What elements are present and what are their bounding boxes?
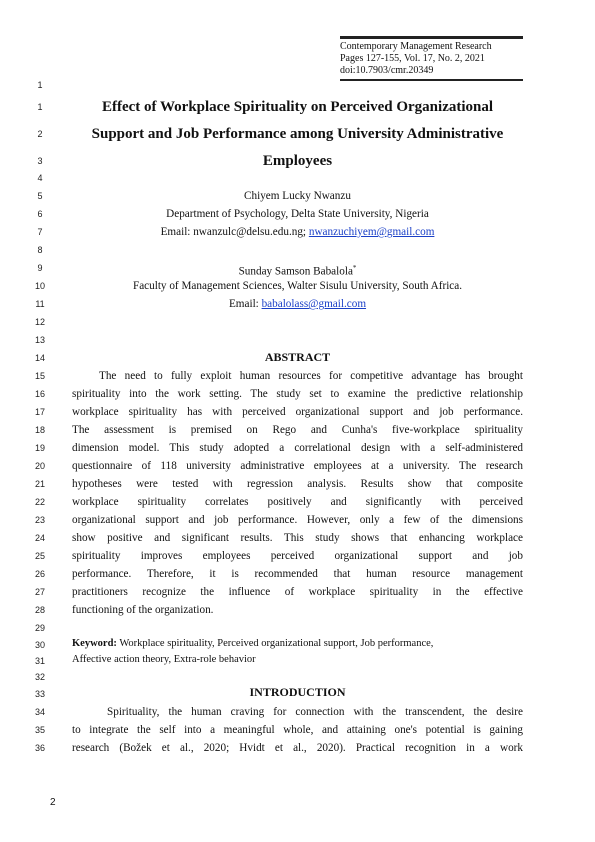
paper-title-line: Employees <box>262 153 333 169</box>
line-number: 26 <box>34 569 45 579</box>
abstract-line: performance. Therefore, it is recommended that human resource management <box>72 568 523 580</box>
intro-line: research (Božek et al., 2020; Hvidt et al., 2020). Practical recognition in a work <box>72 742 523 754</box>
abstract-line: spirituality improves employees perceived organizational support and job <box>72 550 523 562</box>
keywords-list: Workplace spirituality, Perceived organizational support, Job performance, <box>116 638 434 649</box>
line-number: 17 <box>34 407 45 417</box>
line-number: 12 <box>34 317 45 327</box>
line-number: 15 <box>34 371 45 381</box>
journal-doi: doi:10.7903/cmr.20349 <box>340 65 434 76</box>
line-number: 1 <box>37 80 43 90</box>
line-number: 10 <box>34 281 45 291</box>
line-number: 6 <box>37 209 43 219</box>
line-number: 29 <box>34 623 45 633</box>
journal-name: Contemporary Management Research <box>340 41 492 52</box>
header-rule-bottom <box>340 79 523 81</box>
abstract-line: functioning of the organization. <box>72 604 214 616</box>
intro-line: to integrate the self into a meaningful whole, and attaining one's potential is gaining <box>72 724 523 736</box>
line-number: 21 <box>34 479 45 489</box>
line-number: 34 <box>34 707 45 717</box>
keywords-line <box>72 637 523 651</box>
line-number: 20 <box>34 461 45 471</box>
line-number: 14 <box>34 353 45 363</box>
abstract-line: questionnaire of 118 university administrative employees at a university. The research <box>72 460 523 472</box>
line-number: 24 <box>34 533 45 543</box>
abstract-heading: ABSTRACT <box>264 350 331 364</box>
line-number: 9 <box>37 263 43 273</box>
author2-name-line <box>72 261 523 279</box>
abstract-line: workplace spirituality has with perceived organizational support and job performance. <box>72 406 523 418</box>
line-number: 32 <box>34 672 45 682</box>
abstract-line: The need to fully exploit human resources for competitive advantage has brought <box>99 370 523 382</box>
keywords-line-2: Affective action theory, Extra-role behavior <box>72 654 256 665</box>
line-number: 28 <box>34 605 45 615</box>
abstract-line: workplace spirituality correlates positively and significantly with perceived <box>72 496 523 508</box>
journal-pages: Pages 127-155, Vol. 17, No. 2, 2021 <box>340 53 485 64</box>
author1-email-prefix: Email: nwanzulc@delsu.edu.ng; <box>160 226 309 238</box>
line-number: 25 <box>34 551 45 561</box>
line-number: 8 <box>37 245 43 255</box>
paper-title-line: Support and Job Performance among University Administrative <box>91 126 504 142</box>
line-number: 18 <box>34 425 45 435</box>
author2-name: Sunday Samson Babalola <box>238 265 353 278</box>
author2-email-prefix: Email: <box>228 298 262 310</box>
line-number: 3 <box>37 156 43 166</box>
line-number: 2 <box>37 129 43 139</box>
abstract-line: organizational support and job performance. However, only a few of the dimensions <box>72 514 523 526</box>
line-number: 27 <box>34 587 45 597</box>
line-number: 36 <box>34 743 45 753</box>
journal-header <box>340 36 523 81</box>
line-number: 1 <box>37 102 43 112</box>
abstract-line: show positive and significant results. This study shows that enhancing workplace <box>72 532 523 544</box>
abstract-line: spirituality into the work setting. The study set to examine the predictive relationship <box>72 388 523 400</box>
paper-title-line: Effect of Workplace Spirituality on Perceived Organizational <box>101 99 494 115</box>
line-number: 5 <box>37 191 43 201</box>
line-number: 19 <box>34 443 45 453</box>
abstract-line: practitioners recognize the influence of workplace spirituality in the effective <box>72 586 523 598</box>
author2-email-link[interactable]: babalolass@gmail.com <box>261 298 367 310</box>
keywords-label: Keyword: <box>72 638 117 649</box>
page-number: 2 <box>50 797 56 808</box>
abstract-line: hypotheses were tested with regression analysis. Results show that composite <box>72 478 523 490</box>
line-number: 31 <box>34 656 45 666</box>
line-number: 16 <box>34 389 45 399</box>
author1-email-link[interactable]: nwanzuchiyem@gmail.com <box>308 226 435 238</box>
introduction-heading: INTRODUCTION <box>249 685 346 699</box>
header-rule-top <box>340 36 523 39</box>
abstract-line: The assessment is premised on Rego and Cunha's five-workplace spirituality <box>72 424 523 436</box>
line-number: 7 <box>37 227 43 237</box>
author1-name: Chiyem Lucky Nwanzu <box>244 190 351 202</box>
author2-email-line <box>72 297 523 311</box>
line-number: 35 <box>34 725 45 735</box>
line-number: 33 <box>34 689 45 699</box>
author1-affiliation: Department of Psychology, Delta State University, Nigeria <box>166 208 429 220</box>
intro-line: Spirituality, the human craving for connection with the transcendent, the desire <box>107 706 523 718</box>
line-number: 13 <box>34 335 45 345</box>
abstract-line: dimension model. This study adopted a correlational design with a self-administered <box>72 442 523 454</box>
corresponding-marker: * <box>352 264 357 272</box>
line-number: 30 <box>34 640 45 650</box>
line-number: 23 <box>34 515 45 525</box>
line-number: 4 <box>37 173 43 183</box>
line-number: 11 <box>35 299 45 309</box>
author1-email-line <box>72 225 523 239</box>
author2-affiliation: Faculty of Management Sciences, Walter Sisulu University, South Africa. <box>132 280 463 292</box>
line-number: 22 <box>34 497 45 507</box>
